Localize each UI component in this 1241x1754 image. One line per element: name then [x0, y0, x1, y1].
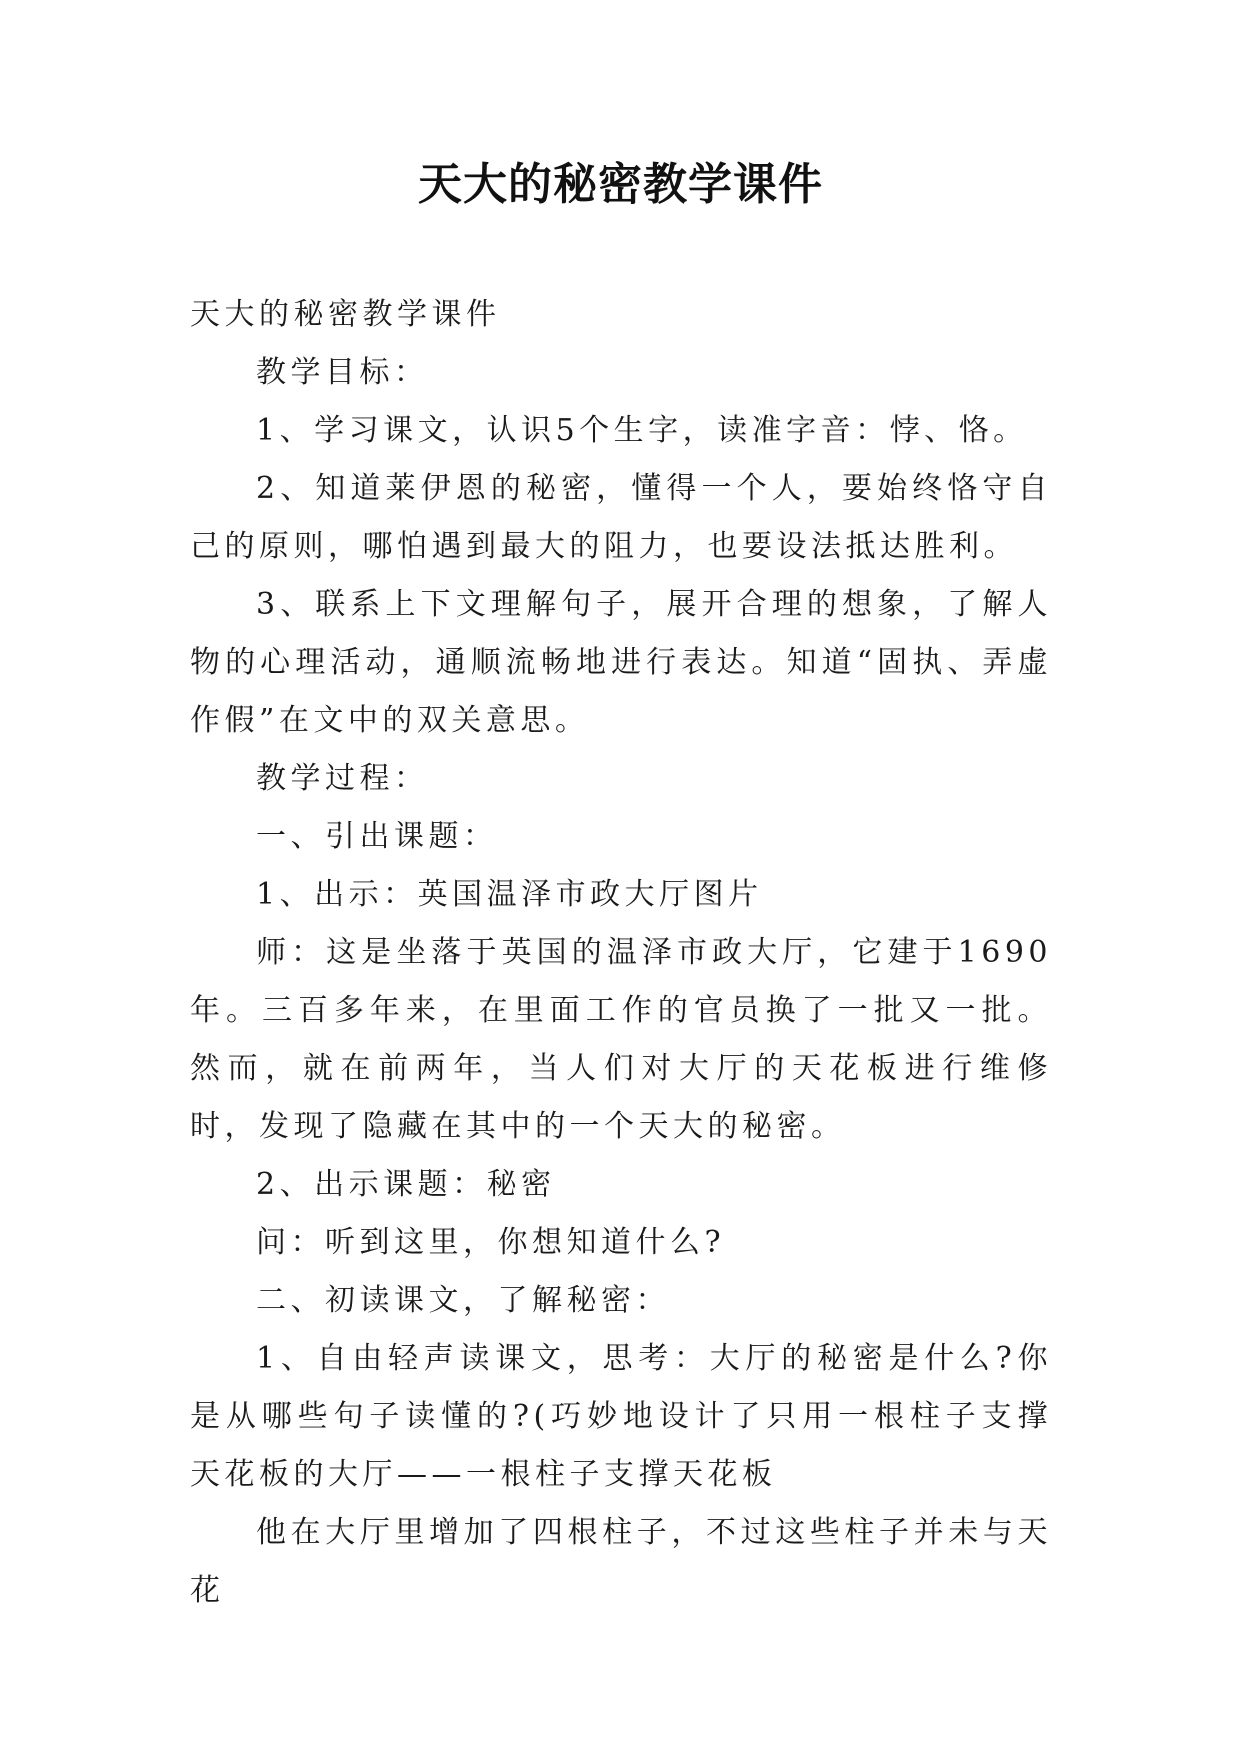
paragraph: 1、出示：英国温泽市政大厅图片	[256, 877, 763, 912]
document-title: 天大的秘密教学课件	[418, 159, 823, 210]
paragraph: 2、知道莱伊恩的秘密，懂得一个人，要始终恪守自己的原则，哪怕遇到最大的阻力，也要设法抵达胜利。	[190, 471, 1052, 564]
paragraph: 一、引出课题：	[256, 819, 498, 854]
paragraph: 1、自由轻声读课文，思考：大厅的秘密是什么?你是从哪些句子读懂的?(巧妙地设计了只用一根柱子支撑天花板的大厅——一根柱子支撑天花板	[190, 1341, 1052, 1492]
paragraph: 2、出示课题：秘密	[256, 1167, 556, 1202]
paragraph: 二、初读课文，了解秘密：	[256, 1283, 670, 1318]
paragraph: 师：这是坐落于英国的温泽市政大厅，它建于1690年。三百多年来，在里面工作的官员换了一批又一批。然而，就在前两年，当人们对大厅的天花板进行维修时，发现了隐藏在其中的一个天大的秘密。	[190, 935, 1052, 1144]
paragraph: 教学过程：	[256, 761, 429, 796]
paragraph: 他在大厅里增加了四根柱子，不过这些柱子并未与天花	[190, 1515, 1052, 1608]
paragraph: 天大的秘密教学课件	[190, 297, 501, 332]
paragraph: 3、联系上下文理解句子，展开合理的想象，了解人物的心理活动，通顺流畅地进行表达。知道“固执、弄虚作假”在文中的双关意思。	[190, 587, 1052, 738]
paragraph: 教学目标：	[256, 355, 429, 390]
paragraph: 1、学习课文，认识5个生字，读准字音：悖、恪。	[256, 413, 1028, 448]
document-body	[190, 286, 1052, 1620]
paragraph: 问：听到这里，你想知道什么?	[256, 1225, 726, 1260]
